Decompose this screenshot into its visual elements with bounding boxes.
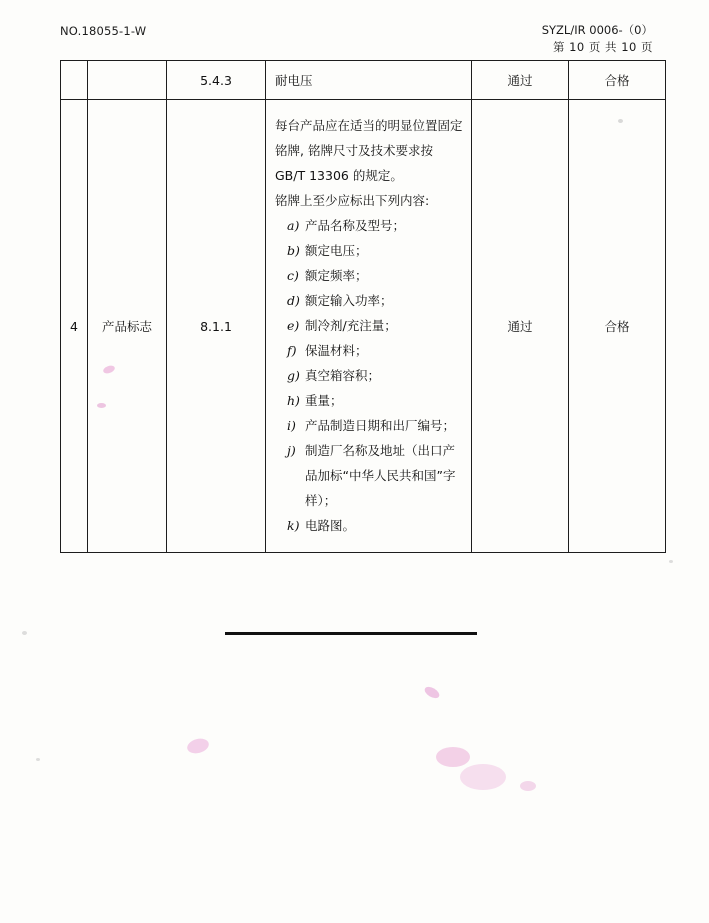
list-marker: a): [287, 218, 300, 233]
list-item: [275, 438, 463, 513]
list-item: [275, 313, 463, 338]
scan-artifact: [669, 560, 673, 563]
cell-no: 4: [61, 100, 88, 553]
document-number: NO.18055-1-W: [60, 24, 147, 38]
list-item: [275, 338, 463, 363]
list-text: 额定电压；: [305, 243, 368, 258]
list-marker: i): [287, 418, 296, 433]
table-row: [61, 61, 666, 100]
scan-artifact: [460, 764, 506, 790]
list-item: [275, 363, 463, 388]
cell-result: 通过: [472, 61, 569, 100]
list-item: [275, 288, 463, 313]
list-marker: e): [287, 318, 300, 333]
scan-artifact: [186, 736, 211, 755]
list-text: 重量；: [305, 393, 343, 408]
list-item: [275, 388, 463, 413]
header-right-block: [542, 22, 653, 55]
list-marker: h): [287, 393, 300, 408]
list-item: [275, 513, 463, 538]
list-marker: b): [287, 243, 300, 258]
cell-verdict: 合格: [569, 61, 666, 100]
list-item: [275, 413, 463, 438]
list-item: [275, 238, 463, 263]
scan-artifact: [36, 758, 40, 761]
cell-item: 产品标志: [88, 100, 167, 553]
requirement-paragraph-1: 每台产品应在适当的明显位置固定铭牌, 铭牌尺寸及技术要求按 GB/T 13306 的规定。: [275, 118, 463, 183]
table-row: [61, 100, 666, 553]
page-info: 第 10 页 共 10 页: [552, 39, 653, 54]
cell-no: [61, 61, 88, 100]
list-marker: f): [287, 343, 297, 358]
requirement-item-list: [275, 213, 463, 538]
scan-artifact: [22, 631, 27, 635]
scan-artifact: [423, 685, 441, 701]
list-text: 真空箱容积；: [305, 368, 381, 383]
list-text: 产品名称及型号；: [305, 218, 406, 233]
cell-clause: 8.1.1: [167, 100, 266, 553]
cell-requirement: [266, 100, 472, 553]
requirement-paragraph-2: 铭牌上至少应标出下列内容:: [275, 193, 430, 208]
list-marker: g): [287, 368, 300, 383]
scan-artifact: [520, 781, 536, 791]
list-text: 电路图。: [305, 518, 356, 533]
list-text: 保温材料；: [305, 343, 368, 358]
end-of-document-rule: [225, 632, 477, 635]
list-text: 制造厂名称及地址（出口产品加标“中华人民共和国”字样）；: [305, 443, 456, 508]
list-text: 制冷剂/充注量；: [305, 318, 397, 333]
cell-requirement: 耐电压: [266, 61, 472, 100]
form-number: SYZL/IR 0006-（0）: [541, 23, 653, 37]
list-marker: d): [287, 293, 300, 308]
list-item: [275, 263, 463, 288]
cell-item: [88, 61, 167, 100]
list-marker: k): [287, 518, 300, 533]
list-text: 额定输入功率；: [305, 293, 393, 308]
list-marker: j): [287, 443, 296, 458]
list-item: [275, 213, 463, 238]
inspection-table: [60, 60, 666, 553]
cell-clause: 5.4.3: [167, 61, 266, 100]
cell-verdict: 合格: [569, 100, 666, 553]
scan-artifact: [436, 747, 470, 767]
list-marker: c): [287, 268, 299, 283]
list-text: 额定频率；: [305, 268, 368, 283]
list-text: 产品制造日期和出厂编号；: [305, 418, 456, 433]
cell-result: 通过: [472, 100, 569, 553]
